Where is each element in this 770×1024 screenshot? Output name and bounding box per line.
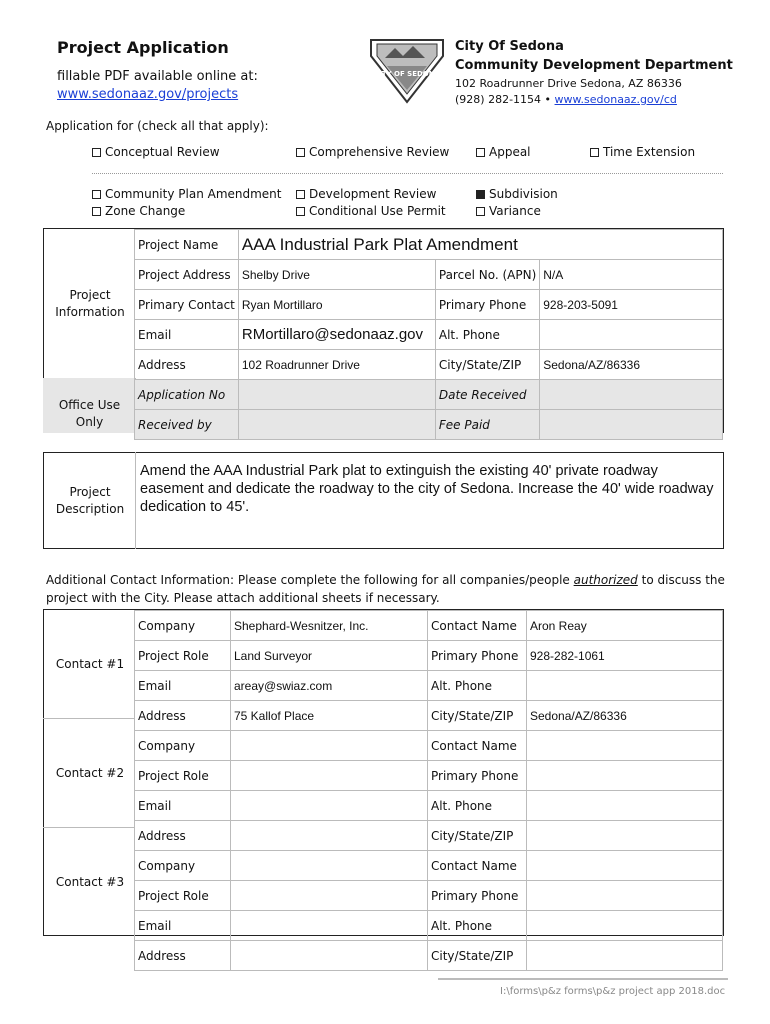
contact-2-address-field[interactable] (231, 821, 428, 851)
table-row (135, 350, 723, 380)
contact-3-name-field[interactable] (527, 851, 723, 881)
contact-3-email-field[interactable] (231, 911, 428, 941)
parcel-field[interactable]: N/A (540, 260, 723, 290)
checkbox-icon[interactable] (476, 207, 485, 216)
description-label: Project Description (55, 485, 125, 516)
footer-divider (438, 978, 728, 980)
address-label: Address (135, 701, 231, 731)
checkbox-appeal[interactable]: Appeal (476, 145, 531, 159)
table-row (135, 380, 723, 410)
city-state-zip-label: City/State/ZIP (428, 821, 527, 851)
application-no-field[interactable] (238, 380, 435, 410)
contact-1-name-field[interactable]: Aron Reay (527, 611, 723, 641)
city-name: City Of Sedona (455, 39, 564, 54)
table-row (135, 290, 723, 320)
contact-1-company-field[interactable]: Shephard-Wesnitzer, Inc. (231, 611, 428, 641)
table-row (135, 941, 723, 971)
project-role-label: Project Role (135, 761, 231, 791)
table-row (135, 260, 723, 290)
table-row (135, 911, 723, 941)
project-description-field[interactable]: Amend the AAA Industrial Park plat to extinguish the existing 40' private roadway easement and dedicate the roadway to the city of Sedona. Increase the 40' wide roadway dedication to 45'. (140, 463, 714, 515)
checkbox-icon[interactable] (92, 148, 101, 157)
contact-2-email-field[interactable] (231, 791, 428, 821)
department-address: 102 Roadrunner Drive Sedona, AZ 86336 (455, 77, 682, 90)
primary-contact-field[interactable]: Ryan Mortillaro (238, 290, 435, 320)
checkbox-conditional-use-permit[interactable]: Conditional Use Permit (296, 204, 446, 218)
contact-name-label: Contact Name (428, 731, 527, 761)
checkbox-time-extension[interactable]: Time Extension (590, 145, 695, 159)
application-no-label: Application No (135, 380, 239, 410)
alt-phone-label: Alt. Phone (428, 671, 527, 701)
checkbox-icon[interactable] (476, 148, 485, 157)
department-link[interactable]: www.sedonaaz.gov/cd (554, 93, 677, 106)
contact-2-role-field[interactable] (231, 761, 428, 791)
table-row (135, 821, 723, 851)
address-label: Address (135, 350, 239, 380)
checkbox-conceptual-review[interactable]: Conceptual Review (92, 145, 220, 159)
project-role-label: Project Role (135, 641, 231, 671)
received-by-label: Received by (135, 410, 239, 440)
project-address-field[interactable]: Shelby Drive (238, 260, 435, 290)
city-state-zip-label: City/State/ZIP (428, 701, 527, 731)
contact-1-alt-phone-field[interactable] (527, 671, 723, 701)
svg-text:CITY OF SEDONA: CITY OF SEDONA (373, 70, 441, 78)
page-title: Project Application (57, 38, 229, 57)
email-label: Email (135, 791, 231, 821)
table-row (135, 791, 723, 821)
checkbox-development-review[interactable]: Development Review (296, 187, 436, 201)
additional-contact-instructions: Additional Contact Information: Please complete the following for all companies/people authorized to discuss the project with the City. Please attach additional sheets if necessary. (46, 573, 725, 605)
alt-phone-label: Alt. Phone (428, 791, 527, 821)
primary-phone-label: Primary Phone (428, 641, 527, 671)
divider (43, 827, 135, 828)
primary-phone-label: Primary Phone (435, 290, 539, 320)
projects-link[interactable]: www.sedonaaz.gov/projects (57, 87, 239, 102)
city-state-zip-field[interactable]: Sedona/AZ/86336 (540, 350, 723, 380)
primary-phone-label: Primary Phone (428, 761, 527, 791)
contact-3-alt-phone-field[interactable] (527, 911, 723, 941)
checkbox-icon[interactable] (296, 207, 305, 216)
city-state-zip-label: City/State/ZIP (428, 941, 527, 971)
primary-phone-label: Primary Phone (428, 881, 527, 911)
contact-1-phone-field[interactable]: 928-282-1061 (527, 641, 723, 671)
checkbox-zone-change[interactable]: Zone Change (92, 204, 185, 218)
address-label: Address (135, 821, 231, 851)
department-name: Community Development Department (455, 58, 733, 73)
contact-3-csz-field[interactable] (527, 941, 723, 971)
checkbox-icon[interactable] (296, 148, 305, 157)
contact-2-name-field[interactable] (527, 731, 723, 761)
contact-name-label: Contact Name (428, 851, 527, 881)
contact-2-company-field[interactable] (231, 731, 428, 761)
checkbox-subdivision[interactable]: Subdivision (476, 187, 558, 201)
contact-1-address-field[interactable]: 75 Kallof Place (231, 701, 428, 731)
divider (92, 173, 723, 174)
checkbox-comprehensive-review[interactable]: Comprehensive Review (296, 145, 449, 159)
project-name-label: Project Name (135, 230, 239, 260)
contact-2-csz-field[interactable] (527, 821, 723, 851)
city-state-zip-label: City/State/ZIP (435, 350, 539, 380)
contact-1-label: Contact #1 (55, 657, 125, 671)
company-label: Company (135, 731, 231, 761)
contact-name-label: Contact Name (428, 611, 527, 641)
parcel-label: Parcel No. (APN) (435, 260, 539, 290)
fillable-note: fillable PDF available online at: (57, 69, 258, 84)
table-row (135, 731, 723, 761)
date-received-field[interactable] (540, 380, 723, 410)
project-role-label: Project Role (135, 881, 231, 911)
checkbox-variance[interactable]: Variance (476, 204, 541, 218)
contact-1-csz-field[interactable]: Sedona/AZ/86336 (527, 701, 723, 731)
office-use-label: Office Use Only (58, 398, 121, 429)
checkbox-icon[interactable] (92, 207, 101, 216)
address-label: Address (135, 941, 231, 971)
contact-1-email-field[interactable]: areay@swiaz.com (231, 671, 428, 701)
contact-3-label: Contact #3 (55, 875, 125, 889)
checkbox-icon[interactable] (92, 190, 101, 199)
primary-phone-field[interactable]: 928-203-5091 (540, 290, 723, 320)
date-received-label: Date Received (435, 380, 539, 410)
footer-file-path: I:\forms\p&z forms\p&z project app 2018.doc (500, 986, 726, 997)
contacts-table (134, 610, 723, 971)
contact-1-role-field[interactable]: Land Surveyor (231, 641, 428, 671)
application-for-label: Application for (check all that apply): (46, 119, 269, 133)
table-row (135, 701, 723, 731)
contact-3-phone-field[interactable] (527, 881, 723, 911)
project-info-table (134, 229, 723, 440)
primary-contact-label: Primary Contact (135, 290, 239, 320)
table-row (135, 761, 723, 791)
checkbox-community-plan-amendment[interactable]: Community Plan Amendment (92, 187, 282, 201)
contact-2-phone-field[interactable] (527, 761, 723, 791)
alt-phone-label: Alt. Phone (428, 911, 527, 941)
project-info-label: Project Information (55, 288, 125, 319)
divider (43, 718, 135, 719)
table-row (135, 230, 723, 260)
city-seal-logo (369, 36, 445, 104)
project-name-field[interactable]: AAA Industrial Park Plat Amendment (238, 230, 722, 260)
address-field[interactable]: 102 Roadrunner Drive (238, 350, 435, 380)
company-label: Company (135, 851, 231, 881)
table-row (135, 671, 723, 701)
divider (135, 452, 136, 549)
table-row (135, 851, 723, 881)
email-label: Email (135, 320, 239, 350)
email-field[interactable]: RMortillaro@sedonaaz.gov (238, 320, 435, 350)
contact-2-alt-phone-field[interactable] (527, 791, 723, 821)
fee-paid-field[interactable] (540, 410, 723, 440)
table-row (135, 410, 723, 440)
alt-phone-field[interactable] (540, 320, 723, 350)
contact-3-company-field[interactable] (231, 851, 428, 881)
fee-paid-label: Fee Paid (435, 410, 539, 440)
checkbox-checked-icon[interactable] (476, 190, 485, 199)
table-row (135, 881, 723, 911)
table-row (135, 641, 723, 671)
contact-3-role-field[interactable] (231, 881, 428, 911)
table-row (135, 611, 723, 641)
department-phone: (928) 282-1154 • www.sedonaaz.gov/cd (455, 93, 677, 106)
contact-3-address-field[interactable] (231, 941, 428, 971)
email-label: Email (135, 671, 231, 701)
table-row (135, 320, 723, 350)
project-address-label: Project Address (135, 260, 239, 290)
alt-phone-label: Alt. Phone (435, 320, 539, 350)
received-by-field[interactable] (238, 410, 435, 440)
company-label: Company (135, 611, 231, 641)
contact-2-label: Contact #2 (55, 766, 125, 780)
checkbox-icon[interactable] (590, 148, 599, 157)
checkbox-icon[interactable] (296, 190, 305, 199)
email-label: Email (135, 911, 231, 941)
